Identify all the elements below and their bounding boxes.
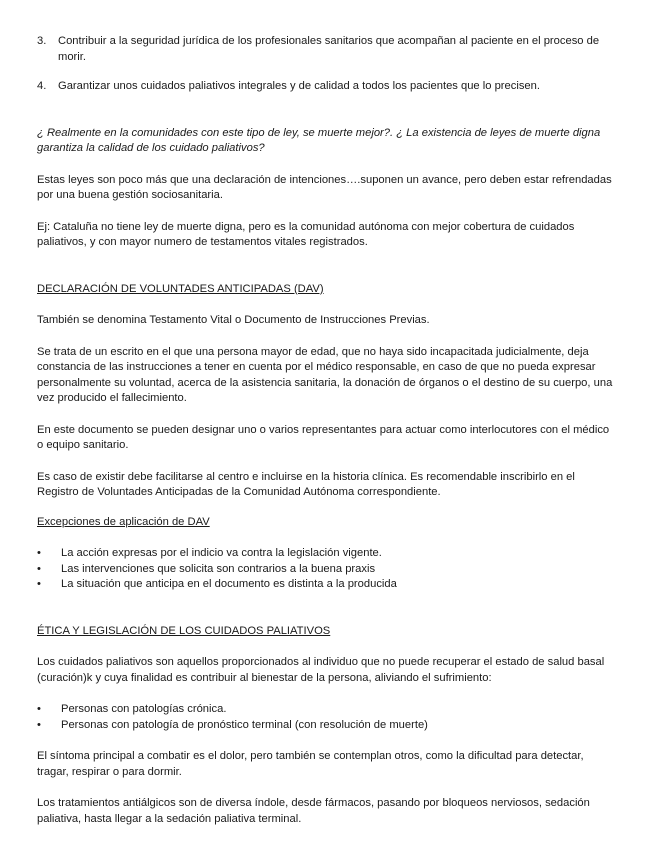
item-text: Garantizar unos cuidados paliativos integrales y de calidad a todos los pacientes que lo precisen. — [58, 80, 540, 92]
cataluna-paragraph: Ej: Cataluña no tiene ley de muerte digna, pero es la comunidad autónoma con mejor cobertura de cuidados paliativos, y con mayor numero de testamentos vitales registrados. — [37, 220, 575, 248]
section-heading-etica: ÉTICA Y LEGISLACIÓN DE LOS CUIDADOS PALIATIVOS — [37, 624, 331, 637]
dav-paragraph-4: Es caso de existir debe facilitarse al centro e incluirse en la historia clínica. Es recomendable inscribirlo en el Registro de Voluntades Anticipadas de la Comunidad Autónoma correspondiente. — [37, 470, 575, 498]
list-item — [37, 718, 617, 734]
list-item — [37, 577, 617, 593]
item-text: Contribuir a la seguridad jurídica de los profesionales sanitarios que acompañan al paciente en el proceso de morir. — [58, 35, 600, 63]
item-number: 4. — [37, 80, 47, 92]
bullet-icon: • — [37, 547, 41, 559]
dav-paragraph-1: También se denomina Testamento Vital o Documento de Instrucciones Previas. — [37, 314, 430, 326]
list-item-text: La acción expresas por el indicio va contra la legislación vigente. — [61, 547, 382, 559]
leyes-paragraph: Estas leyes son poco más que una declaración de intenciones….suponen un avance, pero deben estar refrendadas por una buena gestión sociosanitaria. — [37, 173, 612, 201]
list-item — [37, 562, 617, 578]
question-paragraph: ¿ Realmente en la comunidades con este tipo de ley, se muerte mejor?. ¿ La existencia de leyes de muerte digna garantiza la calidad de los cuidado paliativos? — [37, 126, 601, 154]
document-page — [37, 34, 617, 827]
list-item — [37, 546, 617, 562]
list-item-text: Personas con patologías crónica. — [61, 703, 227, 715]
bullet-icon: • — [37, 718, 41, 731]
list-item-text: Personas con patología de pronóstico terminal (con resolución de muerte) — [61, 718, 428, 731]
section-heading-dav: DECLARACIÓN DE VOLUNTADES ANTICIPADAS (DAV) — [37, 282, 324, 295]
bullet-icon: • — [37, 562, 41, 575]
etica-paragraph-3: Los tratamientos antiálgicos son de diversa índole, desde fármacos, pasando por bloqueos nerviosos, sedación paliativa, hasta llegar a la sedación paliativa terminal. — [37, 797, 590, 825]
list-item — [37, 702, 617, 718]
item-number: 3. — [37, 35, 47, 47]
dav-exceptions-heading: Excepciones de aplicación de DAV — [37, 515, 210, 528]
etica-paragraph-2: El síntoma principal a combatir es el dolor, pero también se contemplan otros, como la dificultad para detectar, tragar, respirar o para dormir. — [37, 750, 584, 778]
numbered-item-3 — [37, 34, 617, 65]
list-item-text: La situación que anticipa en el documento es distinta a la producida — [61, 578, 397, 590]
dav-paragraph-2: Se trata de un escrito en el que una persona mayor de edad, que no haya sido incapacitada judicialmente, deja constancia de las instrucciones a tener en cuenta por el médico responsable, en caso de que no pueda expresar personalmente su voluntad, acerca de la asistencia sanitaria, la donación de órganos o el destino de su cuerpo, una vez producido el fallecimiento. — [37, 345, 613, 404]
dav-exceptions-list — [37, 546, 617, 593]
list-item-text: Las intervenciones que solicita son contrarios a la buena praxis — [61, 562, 376, 575]
bullet-icon: • — [37, 578, 41, 590]
numbered-item-4 — [37, 79, 617, 95]
bullet-icon: • — [37, 703, 41, 715]
dav-paragraph-3: En este documento se pueden designar uno o varios representantes para actuar como interlocutores con el médico o equipo sanitario. — [37, 423, 610, 451]
etica-patient-list — [37, 702, 617, 733]
etica-paragraph-1: Los cuidados paliativos son aquellos proporcionados al individuo que no puede recuperar el estado de salud basal (curación)k y cuya finalidad es contribuir al bienestar de la persona, aliviando el sufrimiento: — [37, 656, 605, 684]
